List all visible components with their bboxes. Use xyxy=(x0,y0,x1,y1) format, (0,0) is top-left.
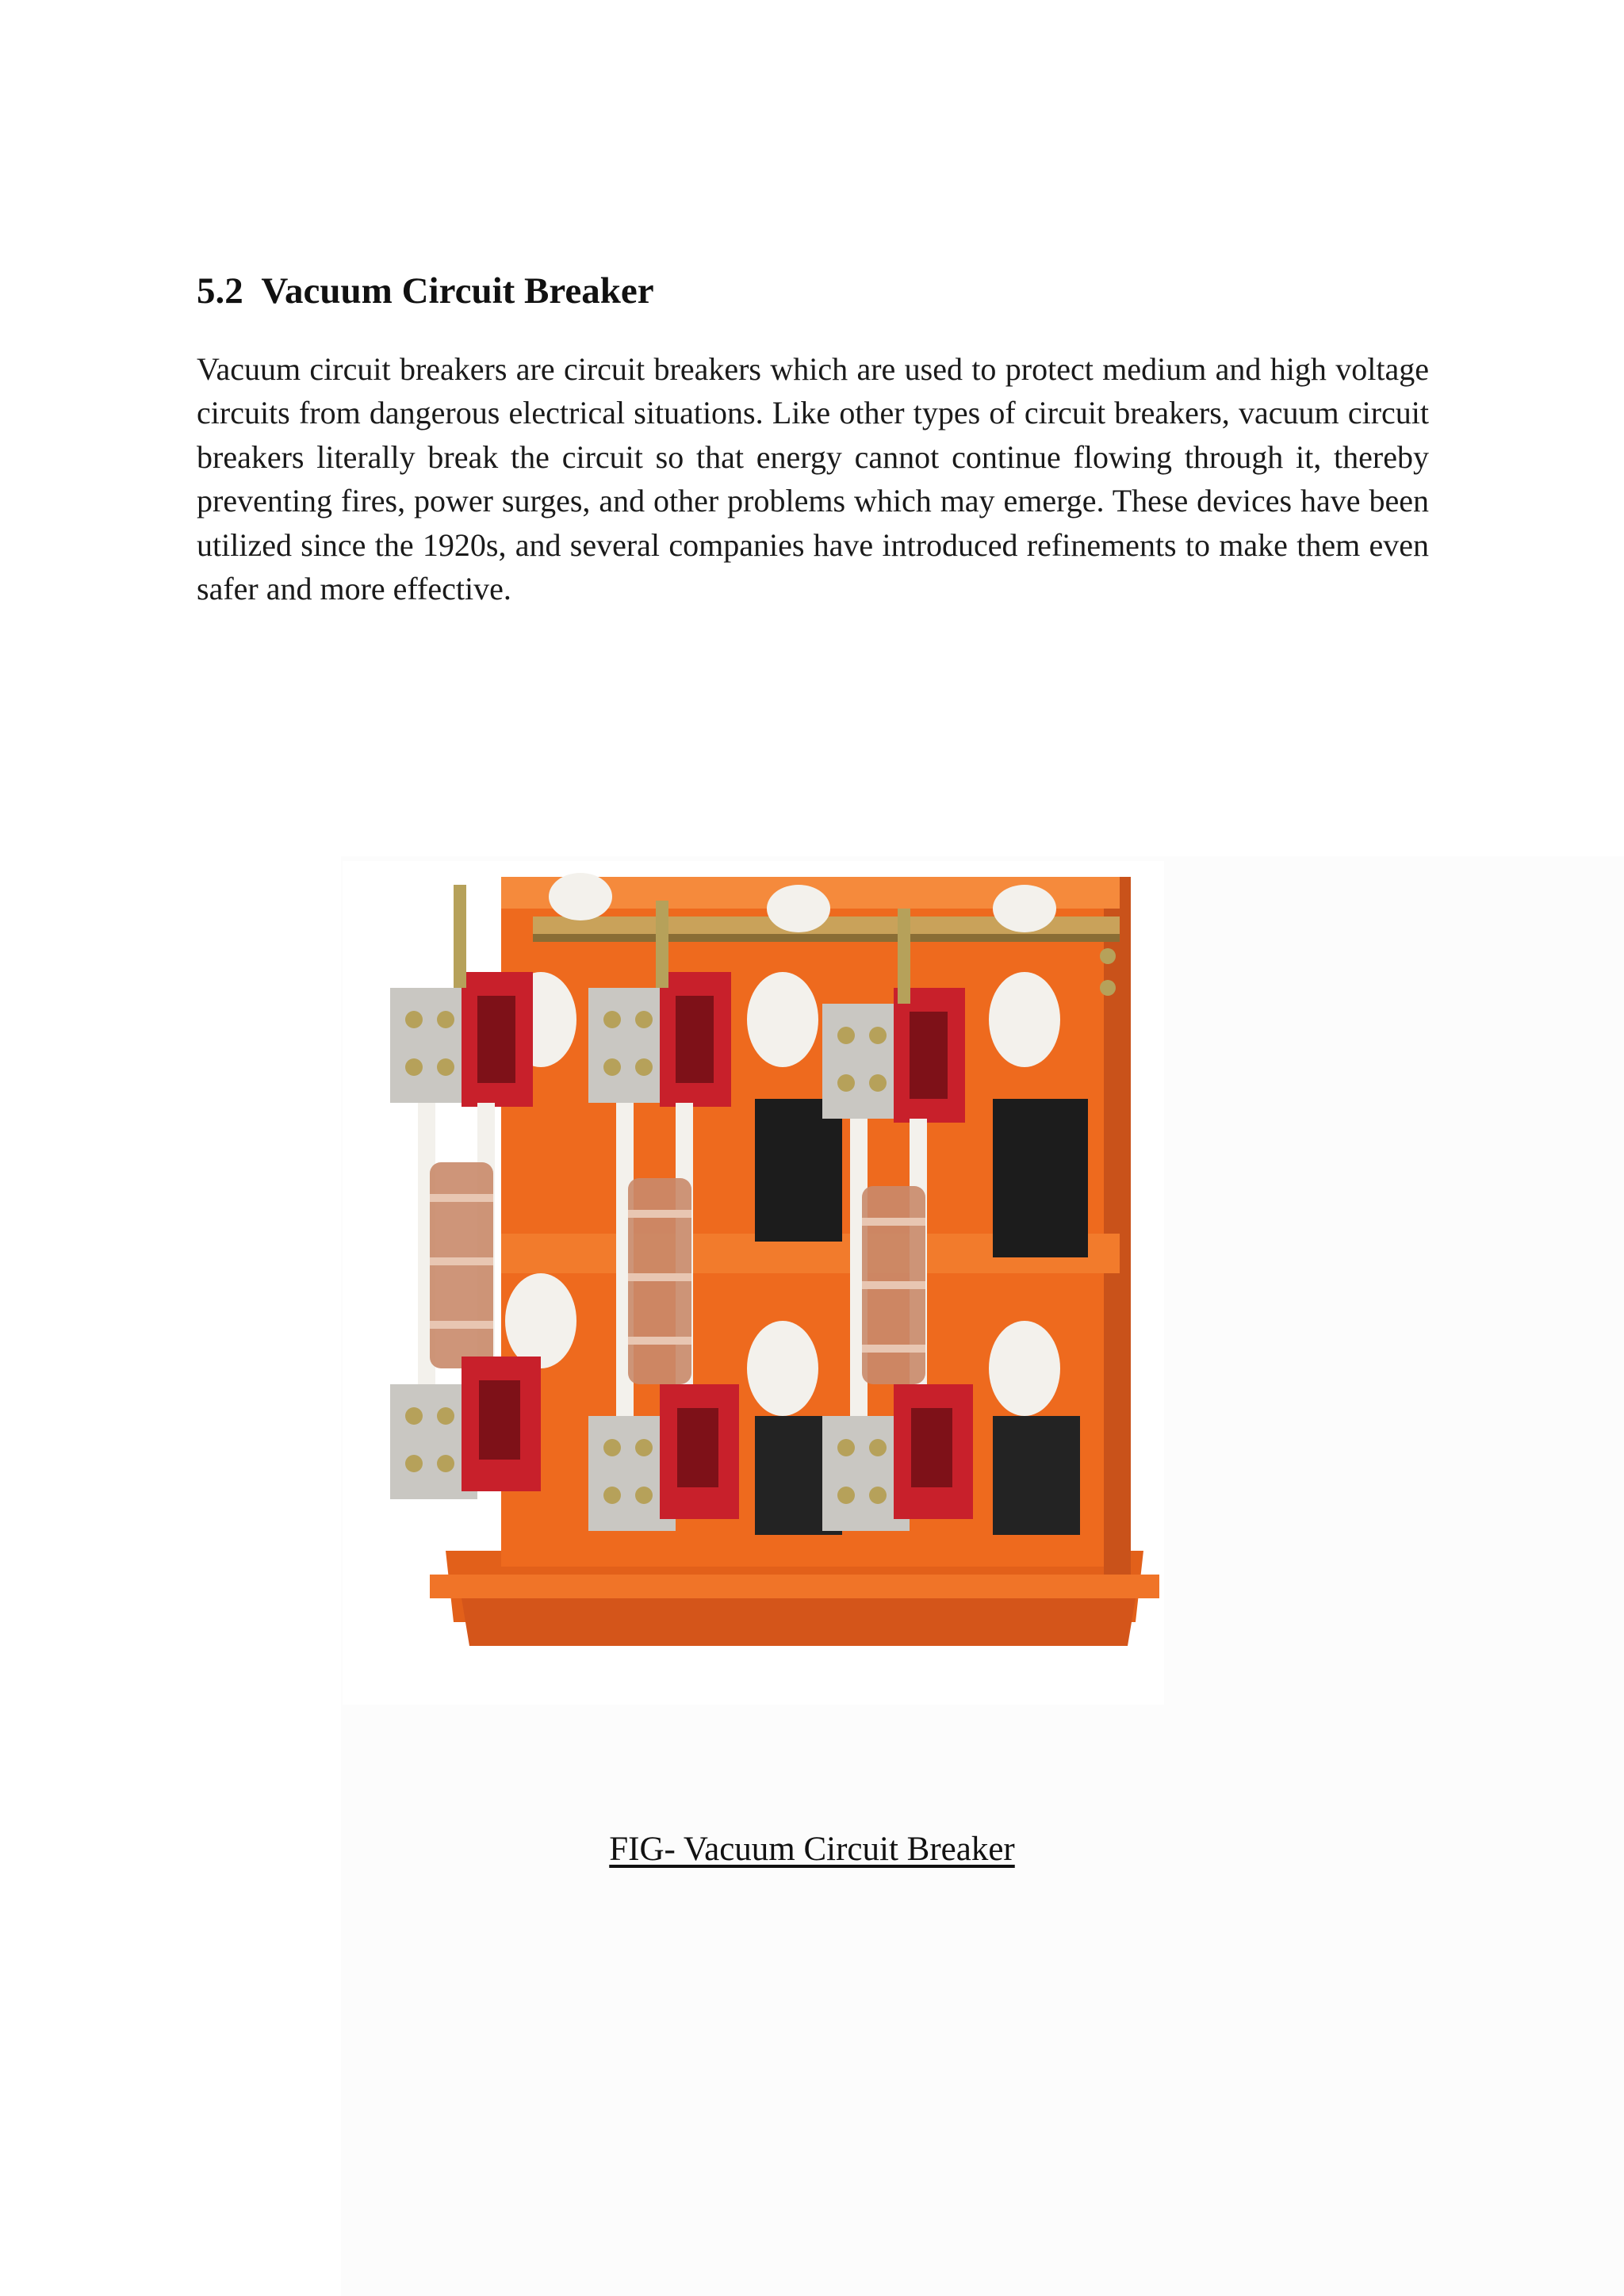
figure-caption-text: FIG- Vacuum Circuit Breaker xyxy=(609,1831,1015,1868)
section-heading: 5.2 Vacuum Circuit Breaker xyxy=(197,270,654,312)
figure-caption xyxy=(0,1830,1624,1869)
section-paragraph: Vacuum circuit breakers are circuit breakers which are used to protect medium and high voltage circuits from dangerous electrical situations. Like other types of circuit breakers, vacuum circuit breakers literally break the circuit so that energy cannot continue flowing through it, thereby preventing fires, power surges, and other problems which may emerge. These devices have been utilized since the 1920s, and several companies have introduced refinements to make them even safer and more effective. xyxy=(197,351,1429,607)
figure-vacuum-circuit-breaker-image xyxy=(343,861,1164,1705)
vacuum-circuit-breaker-illustration xyxy=(343,861,1164,1705)
